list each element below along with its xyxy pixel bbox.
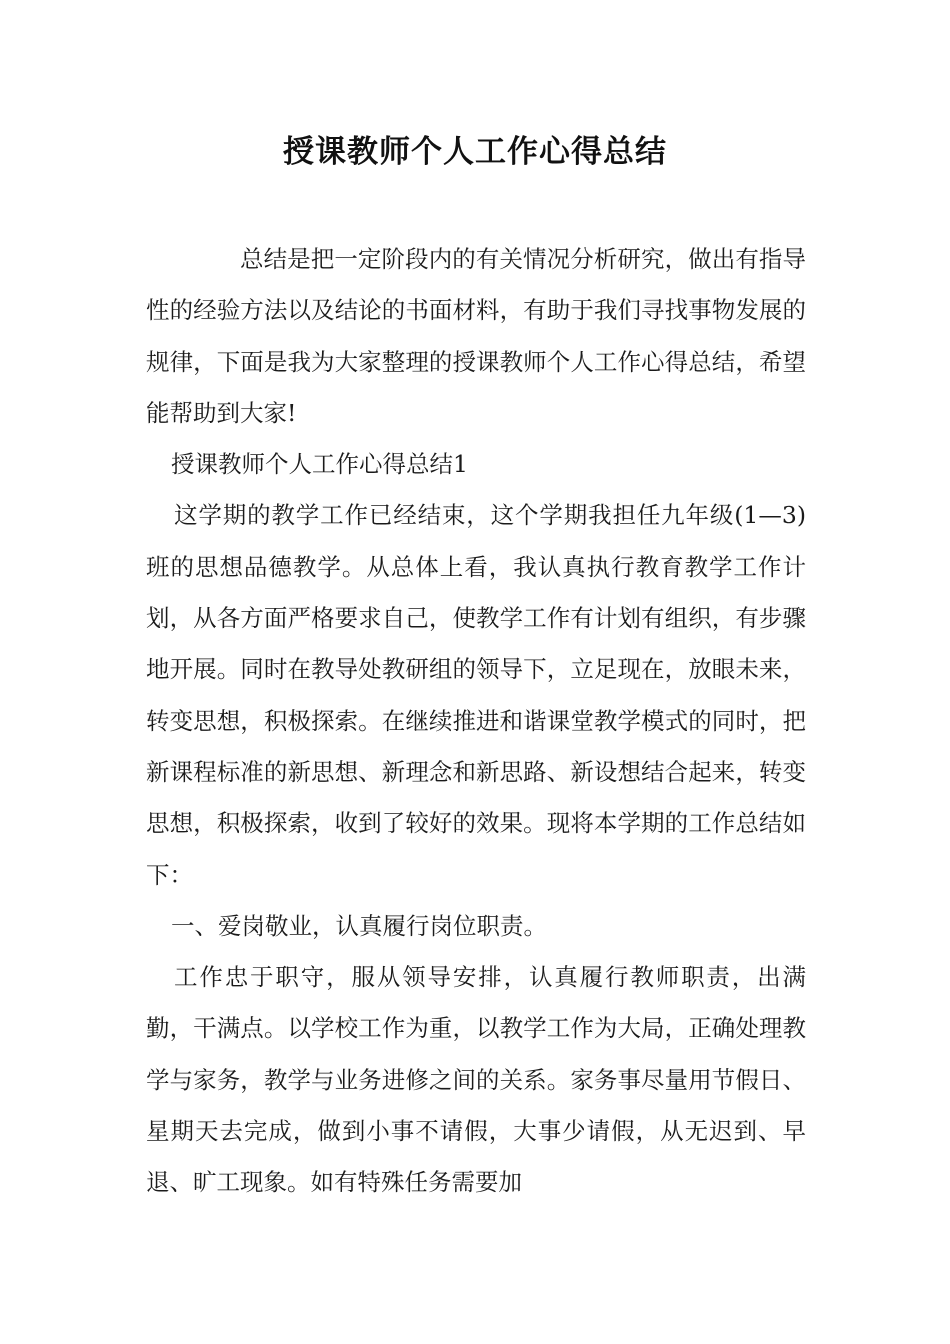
- document-body: [146, 234, 806, 1209]
- body-paragraph-1: 这学期的教学工作已经结束，这个学期我担任九年级(1—3)班的思想品德教学。从总体上看，我认真执行教育教学工作计划，从各方面严格要求自己，使教学工作有计划有组织，有步骤地开展。同时在教导处教研组的领导下，立足现在，放眼未来，转变思想，积极探索。在继续推进和谐课堂教学模式的同时，把新课程标准的新思想、新理念和新思路、新设想结合起来，转变思想，积极探索，收到了较好的效果。现将本学期的工作总结如下：: [146, 501, 806, 889]
- intro-paragraph: 总结是把一定阶段内的有关情况分析研究，做出有指导性的经验方法以及结论的书面材料，有助于我们寻找事物发展的规律，下面是我为大家整理的授课教师个人工作心得总结，希望能帮助到大家!: [146, 245, 806, 427]
- section-title: 授课教师个人工作心得总结1: [171, 450, 468, 479]
- body-paragraph-2: 工作忠于职守，服从领导安排，认真履行教师职责，出满勤，干满点。以学校工作为重，以教学工作为大局，正确处理教学与家务，教学与业务进修之间的关系。家务事尽量用节假日、星期天去完成，做到小事不请假，大事少请假，从无迟到、早退、旷工现象。如有特殊任务需要加: [146, 963, 806, 1197]
- point-1-heading: 一、爱岗敬业，认真履行岗位职责。: [171, 911, 547, 940]
- document-title: 授课教师个人工作心得总结: [283, 134, 667, 170]
